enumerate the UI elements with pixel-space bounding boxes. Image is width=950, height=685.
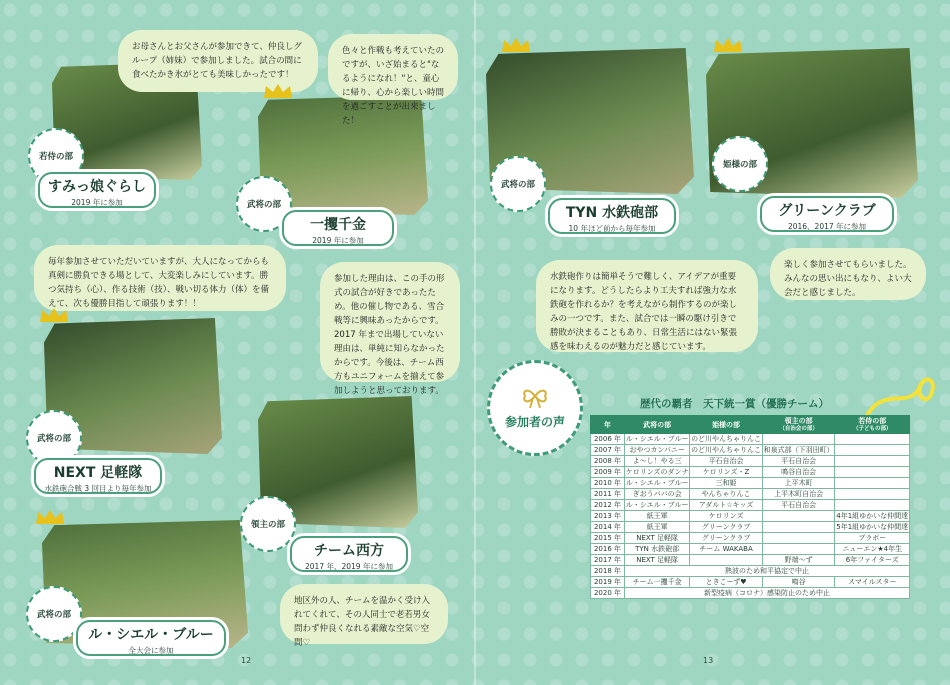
table-cell bbox=[835, 445, 910, 456]
table-cell bbox=[762, 511, 835, 522]
table-row bbox=[591, 544, 910, 555]
champions-table-title: 歴代の覇者 天下統一賞（優勝チーム） bbox=[640, 398, 829, 410]
table-cell: のど川やんちゃりんこ bbox=[691, 446, 762, 454]
table-row bbox=[591, 588, 910, 599]
table-cell: 和泉式部（下羽田町） bbox=[763, 446, 834, 454]
table-cell-note: 新型疫病（コロナ）感染防止のため中止 bbox=[625, 588, 910, 599]
team-nameplate bbox=[760, 196, 894, 232]
table-cell: ブラボー bbox=[835, 533, 910, 544]
comment-bubble: 色々と作戦も考えていたのですが、いざ始まると"なるようになれ！"と、童心に帰り、心から楽しい時間を過ごすことが出来ました！ bbox=[328, 34, 458, 100]
table-cell-year: 2018 年 bbox=[591, 566, 625, 577]
comment-bubble: お母さんとお父さんが参加できて、仲良しグループ（姉妹）で参加しました。試合の間に食べたかき氷がとても美味しかったです！ bbox=[118, 30, 318, 92]
team-nameplate bbox=[38, 172, 156, 208]
table-cell bbox=[835, 467, 910, 478]
table-cell: 5年1組ゆかいな仲間達 bbox=[836, 523, 909, 531]
table-cell-year: 2011 年 bbox=[591, 489, 625, 500]
voices-emblem bbox=[487, 360, 583, 456]
division-badge: 武将の部 bbox=[236, 176, 292, 232]
crown-icon bbox=[500, 36, 532, 54]
table-cell-year: 2006 年 bbox=[591, 434, 625, 445]
table-cell: TYN 水鉄砲部 bbox=[625, 544, 690, 555]
col-year: 年 bbox=[591, 416, 625, 434]
col-busho: 武将の部 bbox=[625, 416, 690, 434]
table-cell: チーム一攫千金 bbox=[625, 577, 690, 588]
team-since: 2019 年に参加 bbox=[71, 198, 123, 207]
table-cell: 鳴谷自治会 bbox=[762, 467, 835, 478]
table-row bbox=[591, 577, 910, 588]
table-cell: ニューエン★4年生 bbox=[835, 544, 910, 555]
table-row bbox=[591, 555, 910, 566]
table-cell-year: 2019 年 bbox=[591, 577, 625, 588]
table-cell: おやつカンパニー bbox=[625, 445, 690, 456]
table-cell: 6年ファイターズ bbox=[835, 555, 910, 566]
division-badge: 武将の部 bbox=[26, 410, 82, 466]
table-cell: ぎおうババの会 bbox=[625, 489, 690, 500]
table-cell: ケロリンズのダンナ bbox=[625, 468, 689, 476]
table-cell: 野端～ず bbox=[762, 555, 835, 566]
table-cell: 上平木町 bbox=[762, 478, 835, 489]
table-row bbox=[591, 434, 910, 445]
table-row bbox=[591, 522, 910, 533]
table-cell bbox=[835, 500, 910, 511]
team-nameplate bbox=[34, 458, 162, 494]
team-nameplate bbox=[290, 536, 408, 572]
page-number: 13 bbox=[703, 656, 714, 665]
table-cell: 平石自治会 bbox=[762, 456, 835, 467]
division-badge: 領主の部 bbox=[240, 496, 296, 552]
table-cell: グリーンクラブ bbox=[690, 533, 763, 544]
team-name: すみっ娘ぐらし bbox=[48, 179, 146, 195]
team-name: TYN 水鉄砲部 bbox=[565, 205, 659, 221]
team-since: 水鉄砲合戦 3 回目より毎年参加 bbox=[44, 484, 152, 493]
team-name: グリーンクラブ bbox=[778, 203, 876, 219]
table-cell: やんちゃりんこ bbox=[690, 489, 763, 500]
crown-icon bbox=[712, 36, 744, 54]
table-cell: 平石自治会 bbox=[690, 456, 763, 467]
col-hime: 姫様の部 bbox=[690, 416, 763, 434]
table-cell-year: 2015 年 bbox=[591, 533, 625, 544]
table-cell: 紙王軍 bbox=[625, 511, 690, 522]
voices-title: 参加者の声 bbox=[504, 414, 565, 429]
team-name: チーム西方 bbox=[314, 543, 384, 559]
table-cell bbox=[690, 555, 763, 566]
comment-bubble: 毎年参加させていただいていますが、大人になってからも真剣に勝負できる場として、大変楽しみにしています。勝つ気持ち（心）、作る技術（技）、戦い切る体力（体）を備えて、次も優勝目指して頑張ります！！ bbox=[34, 245, 286, 311]
table-cell bbox=[762, 533, 835, 544]
table-cell: 上平木町自治会 bbox=[762, 489, 835, 500]
crown-icon bbox=[38, 306, 70, 324]
table-cell-year: 2014 年 bbox=[591, 522, 625, 533]
crown-icon bbox=[262, 82, 294, 100]
table-cell: 平石自治会 bbox=[762, 500, 835, 511]
table-cell-note: 熱波のため和平協定で中止 bbox=[625, 566, 910, 577]
table-cell-year: 2020 年 bbox=[591, 588, 625, 599]
table-row bbox=[591, 533, 910, 544]
table-cell bbox=[762, 434, 835, 445]
table-row bbox=[591, 478, 910, 489]
team-name: 一攫千金 bbox=[310, 217, 366, 233]
comment-bubble: 楽しく参加させてもらいました。みんなの思い出にもなり、よい大会だと感じました。 bbox=[770, 248, 926, 300]
table-row bbox=[591, 445, 910, 456]
division-badge: 武将の部 bbox=[26, 586, 82, 642]
table-cell: 三和姫 bbox=[690, 478, 763, 489]
team-since: 2017 年、2019 年に参加 bbox=[305, 562, 393, 571]
table-cell bbox=[835, 478, 910, 489]
division-badge: 姫様の部 bbox=[712, 136, 768, 192]
table-cell: グリーンクラブ bbox=[690, 522, 763, 533]
team-name: ル・シエル・ブルー bbox=[88, 627, 214, 643]
table-cell-year: 2017 年 bbox=[591, 555, 625, 566]
page-number: 12 bbox=[241, 656, 252, 665]
champions-table bbox=[590, 415, 910, 599]
table-cell bbox=[835, 434, 910, 445]
team-since: 全大会に参加 bbox=[128, 646, 174, 655]
table-row bbox=[591, 467, 910, 478]
table-cell bbox=[835, 489, 910, 500]
table-cell: チーム WAKABA bbox=[690, 544, 763, 555]
table-cell: NEXT 足軽隊 bbox=[625, 555, 690, 566]
table-row bbox=[591, 566, 910, 577]
table-cell: ケロリンズ bbox=[690, 511, 763, 522]
table-cell bbox=[835, 456, 910, 467]
division-badge: 武将の部 bbox=[490, 156, 546, 212]
table-cell: ケロリンズ・Z bbox=[690, 467, 763, 478]
table-cell-year: 2013 年 bbox=[591, 511, 625, 522]
table-row bbox=[591, 489, 910, 500]
team-since: 2019 年に参加 bbox=[312, 236, 364, 245]
table-cell: 紙王軍 bbox=[625, 522, 690, 533]
table-cell: ル・シエル・ブルー bbox=[625, 501, 689, 509]
table-row bbox=[591, 456, 910, 467]
col-ryoshu: 領主の部 （自治会の部） bbox=[762, 416, 835, 434]
division-badge: 若侍の部 bbox=[28, 128, 84, 184]
team-since: 10 年ほど前から毎年参加 bbox=[568, 224, 656, 233]
table-cell: ときこーず♥ bbox=[690, 577, 763, 588]
col-wakazamurai: 若侍の部 （子どもの部） bbox=[835, 416, 910, 434]
table-cell: よ～し！やる三 bbox=[625, 456, 690, 467]
team-nameplate bbox=[282, 210, 394, 246]
comment-bubble: 参加した理由は、この手の形式の試合が好きであったため。他の催し物である、雪合戦等に興味あったからです。2017 年まで出場していない理由は、単純に知らなかったからです。今後は、チーム西方もユニフォームを揃えて参加しようと思っております。 bbox=[320, 262, 460, 382]
table-cell-year: 2009 年 bbox=[591, 467, 625, 478]
team-nameplate bbox=[548, 198, 676, 234]
table-cell-year: 2008 年 bbox=[591, 456, 625, 467]
team-nameplate bbox=[76, 620, 226, 656]
team-name: NEXT 足軽隊 bbox=[53, 465, 143, 481]
comment-bubble: 地区外の人、チームを温かく受け入れてくれて、その人同士で老若男女問わず仲良くなれる素敵な空気♡空間♡ bbox=[280, 584, 448, 644]
table-row bbox=[591, 511, 910, 522]
team-since: 2016、2017 年に参加 bbox=[787, 222, 867, 231]
table-cell bbox=[762, 544, 835, 555]
table-cell: ル・シエル・ブルー bbox=[625, 479, 689, 487]
crown-icon bbox=[34, 508, 66, 526]
table-cell: スマイルスター bbox=[835, 577, 910, 588]
table-cell: のど川やんちゃりんこ bbox=[691, 435, 762, 443]
table-cell-year: 2012 年 bbox=[591, 500, 625, 511]
table-cell: ル・シエル・ブルー bbox=[625, 435, 689, 443]
comment-bubble: 水鉄砲作りは簡単そうで難しく、アイデアが重要になります。どうしたらより工夫すれば強力な水鉄砲を作れるか？を考えながら制作するのが楽しみの一つです。また、試合では一瞬の駆け引きで勝敗が決まることもあり、日常生活にはない緊張感を味わえるのが魅力だと感じています。 bbox=[536, 260, 758, 352]
table-cell bbox=[762, 522, 835, 533]
table-cell: 4年1組ゆかいな仲間達 bbox=[836, 512, 909, 520]
table-cell-year: 2007 年 bbox=[591, 445, 625, 456]
table-cell: 鳴谷 bbox=[762, 577, 835, 588]
table-header-row bbox=[591, 416, 910, 434]
table-cell-year: 2016 年 bbox=[591, 544, 625, 555]
ribbon-bow-icon bbox=[520, 387, 550, 409]
table-row bbox=[591, 500, 910, 511]
table-cell: アダルト☆キッズ bbox=[690, 500, 763, 511]
table-cell-year: 2010 年 bbox=[591, 478, 625, 489]
table-cell: NEXT 足軽隊 bbox=[625, 533, 690, 544]
page-gutter bbox=[474, 0, 476, 685]
